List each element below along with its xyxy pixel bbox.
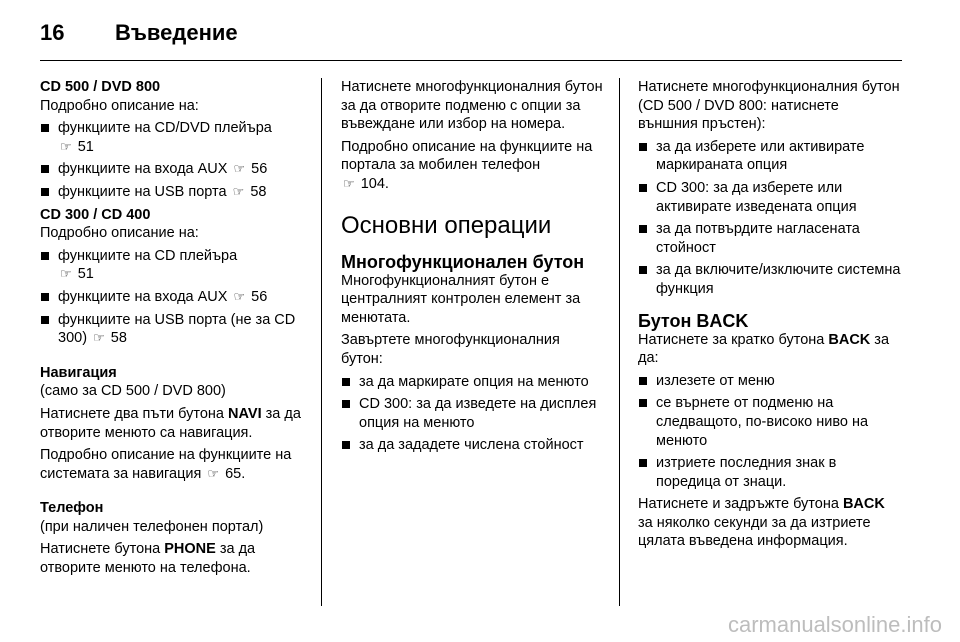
bullet-icon — [41, 316, 49, 324]
paragraph — [638, 495, 902, 551]
list-item — [638, 220, 902, 257]
item-text: за да зададете числена стойност — [359, 437, 584, 454]
item-text: за да маркирате опция на менюто — [359, 373, 589, 390]
column-divider — [321, 78, 322, 606]
section-heading-navigation: Навигация — [40, 364, 117, 381]
list-item — [40, 160, 304, 179]
list-item — [40, 119, 304, 156]
header-rule — [40, 60, 902, 61]
list-item — [638, 372, 902, 391]
page-reference-icon: ☞ — [60, 138, 72, 154]
list-item — [40, 247, 304, 284]
list-item — [40, 183, 304, 202]
bullet-icon — [639, 459, 647, 467]
bullet-icon — [342, 378, 350, 386]
paragraph: Завъртете многофункционалния бутон: — [341, 332, 560, 367]
nav-reference — [40, 446, 304, 483]
bullet-icon — [639, 143, 647, 151]
bullet-icon — [41, 188, 49, 196]
text: Натиснете за кратко бутона — [638, 331, 829, 348]
bullet-icon — [41, 293, 49, 301]
text: Натиснете два пъти бутона — [40, 405, 229, 422]
bullet-icon — [639, 399, 647, 407]
item-text: изтриете последния знак в поредица от знаци. — [656, 455, 837, 490]
item-text: излезете от меню — [656, 372, 775, 389]
list-item — [341, 436, 603, 455]
item-text: функциите на USB порта (не за CD 300) — [58, 311, 296, 347]
page-ref[interactable]: 65. — [225, 465, 246, 482]
text: за да отворите менюто са навигация. — [40, 405, 301, 441]
nav-scope: (само за CD 500 / DVD 800) — [40, 383, 226, 400]
chapter-title: Въведение — [115, 20, 238, 45]
button-name-navi: NAVI — [228, 405, 262, 422]
list-item — [40, 288, 304, 307]
page-number: 16 — [40, 20, 65, 45]
button-name-back: BACK — [828, 331, 871, 348]
watermark: carmanualsonline.info — [727, 612, 942, 637]
column-1 — [40, 78, 304, 582]
column-2 — [341, 78, 603, 459]
page-ref[interactable]: 58 — [110, 330, 127, 347]
list-item — [638, 138, 902, 175]
page-ref[interactable]: 56 — [251, 288, 268, 305]
item-text: функциите на входа AUX — [58, 288, 228, 305]
bullet-list — [341, 373, 603, 455]
bullet-list — [638, 138, 902, 299]
button-name-phone: PHONE — [164, 541, 216, 558]
list-item — [638, 261, 902, 298]
text: за да: — [638, 331, 890, 367]
subsection-heading: Бутон BACK — [638, 310, 749, 331]
page-ref[interactable]: 56 — [251, 161, 268, 178]
section-heading-cd500: CD 500 / DVD 800 — [40, 79, 161, 95]
text: Подробно описание на функциите на портала за мобилен телефон — [341, 138, 593, 174]
text: Натиснете бутона — [40, 541, 165, 558]
page-ref[interactable]: 58 — [250, 183, 267, 200]
page-reference-icon: ☞ — [207, 465, 220, 481]
page-reference-icon: ☞ — [233, 288, 246, 304]
page-ref[interactable]: 51 — [77, 138, 94, 155]
bullet-icon — [639, 377, 647, 385]
list-item — [341, 373, 603, 392]
subsection-heading: Многофункционален бутон — [341, 251, 585, 272]
item-text: функциите на CD/DVD плейъра — [58, 120, 272, 137]
item-text: CD 300: за да изведете на дисплея опция на менюто — [359, 396, 597, 431]
item-text: функциите на входа AUX — [58, 161, 228, 178]
page-reference-icon: ☞ — [60, 266, 72, 282]
paragraph — [341, 138, 603, 194]
section-heading-cd300: CD 300 / CD 400 — [40, 206, 151, 223]
page-reference-icon: ☞ — [233, 161, 246, 177]
list-item — [638, 179, 902, 216]
intro-text: Подробно описание на: — [40, 225, 199, 242]
item-text: за да изберете или активирате маркираната опция — [656, 138, 865, 174]
list-item — [341, 395, 603, 432]
page-reference-icon: ☞ — [343, 175, 355, 191]
column-divider — [619, 78, 620, 606]
page-reference-icon: ☞ — [93, 330, 105, 346]
section-heading-phone: Телефон — [40, 500, 104, 517]
bullet-icon — [41, 124, 49, 132]
phone-instruction — [40, 540, 304, 577]
bullet-list — [638, 372, 902, 492]
text: Подробно описание на функциите на системата за навигация — [40, 447, 292, 482]
list-item — [638, 394, 902, 450]
page-ref[interactable]: 51 — [77, 266, 94, 283]
paragraph: Натиснете многофункционалния бутон (CD 500 / DVD 800: натиснете външния пръстен): — [638, 79, 900, 133]
bullet-icon — [639, 266, 647, 274]
paragraph: Натиснете многофункционалния бутон за да отворите подменю с опции за въвеждане или избор на номера. — [341, 79, 603, 133]
section-title: Основни операции — [341, 211, 552, 239]
bullet-icon — [342, 400, 350, 408]
column-3 — [638, 78, 902, 555]
button-name-back: BACK — [842, 496, 885, 513]
page-reference-icon: ☞ — [232, 183, 245, 199]
page-ref[interactable]: 104. — [360, 175, 389, 192]
bullet-icon — [639, 184, 647, 192]
paragraph: Многофункционалният бутон е централният контролен елемент за менютата. — [341, 272, 581, 326]
phone-scope: (при наличен телефонен портал) — [40, 518, 264, 535]
bullet-list — [40, 119, 304, 201]
list-item — [638, 454, 902, 491]
intro-text: Подробно описание на: — [40, 97, 199, 114]
text: за да отворите менюто на телефона. — [40, 541, 256, 577]
nav-instruction — [40, 405, 304, 442]
bullet-icon — [342, 441, 350, 449]
item-text: функциите на USB порта — [58, 183, 227, 200]
bullet-icon — [41, 252, 49, 260]
item-text: функциите на CD плейъра — [58, 247, 238, 264]
bullet-list — [40, 247, 304, 348]
paragraph — [638, 331, 902, 368]
list-item — [40, 311, 304, 348]
text: за няколко секунди за да изтриете цялата въведена информация. — [638, 514, 871, 550]
bullet-icon — [639, 225, 647, 233]
text: Натиснете и задръжте бутона — [638, 496, 843, 513]
item-text: за да потвърдите нагласената стойност — [656, 221, 860, 256]
item-text: се върнете от подменю на следващото, по-високо ниво на менюто — [656, 395, 869, 449]
bullet-icon — [41, 165, 49, 173]
item-text: CD 300: за да изберете или активирате изведената опция — [656, 179, 857, 215]
item-text: за да включите/изключите системна функция — [656, 262, 901, 297]
